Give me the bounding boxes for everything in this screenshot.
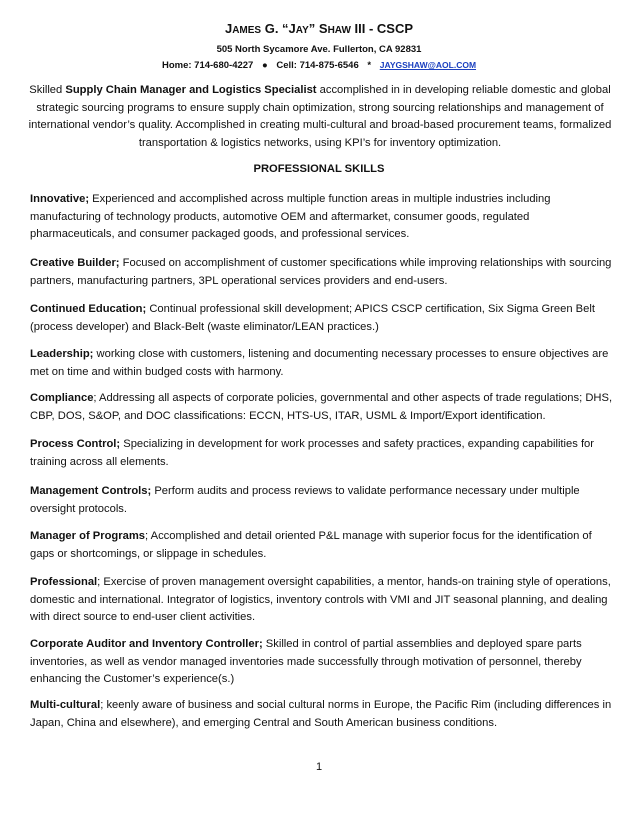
skill-innovative: Innovative; Experienced and accomplished across multiple function areas in multiple industries including manufacturing of technology products, automotive OEM and aftermarket, consumer goods, regulated pharmaceuticals, and consumer packaged goods, and professional services.	[30, 193, 551, 240]
star-separator: *	[367, 60, 372, 71]
skill-creative-builder: Creative Builder; Focused on accomplishment of customer specifications while improving relationships with sourcing partners, manufacturing partners, 3PL operational services providers and end-users.	[30, 257, 612, 287]
skill-management-controls: Management Controls; Perform audits and process reviews to validate performance necessary under multiple oversight protocols.	[30, 485, 580, 515]
page-number: 1	[315, 761, 323, 773]
section-title: PROFESSIONAL SKILLS	[253, 163, 385, 175]
skill-leadership: Leadership; working close with customers, listening and documenting necessary processes to ensure objectives are met on time and within budged costs with harmony.	[30, 348, 609, 378]
email-link[interactable]: JAYGSHAW@AOL.COM	[379, 60, 477, 70]
skill-compliance: Compliance; Addressing all aspects of corporate policies, governmental and other aspects of trade regulations; DHS, CBP, DOS, S&OP, and DOC classifications: ECCN, HTS-US, ITAR, USML & Import/Export identification.	[30, 392, 613, 422]
address-line: 505 North Sycamore Ave. Fullerton, CA 92831	[216, 44, 422, 55]
skill-manager-of-programs: Manager of Programs; Accomplished and detail oriented P&L manage with superior focus for the identification of gaps or shortcomings, or slippage in schedules.	[30, 530, 592, 560]
skill-professional: Professional; Exercise of proven management oversight capabilities, a mentor, hands-on training style of operations, domestic and international. Integrator of logistics, inventory controls with VMI and JIT seasonal planning, and dealing with direct source to end-user client activities.	[30, 576, 611, 623]
skill-continued-education: Continued Education; Continual professional skill development; APICS CSCP certification, Six Sigma Green Belt (process developer) and Black-Belt (waste eliminator/LEAN practices.)	[30, 303, 595, 333]
skill-process-control: Process Control; Specializing in development for work processes and safety practices, expanding capabilities for training across all elements.	[30, 438, 594, 468]
bullet-separator: ●	[261, 60, 268, 71]
candidate-name: JAMES G. “JAY” SHAW III - CSCP	[224, 21, 414, 36]
contact-line	[0, 60, 638, 71]
cell-phone: Cell: 714-875-6546	[276, 60, 359, 71]
skill-multi-cultural: Multi-cultural; keenly aware of business and social cultural norms in Europe, the Pacific Rim (including differences in Japan, China and elsewhere), and emerging Central and South American business conditions.	[30, 699, 612, 729]
skill-corporate-auditor: Corporate Auditor and Inventory Controller; Skilled in control of partial assemblies and deployed spare parts inventories, as well as vendor managed inventories made successfully through motivation of personnel, thereby enhancing the Customer’s experience(s.)	[30, 638, 582, 685]
summary-paragraph: Skilled Supply Chain Manager and Logistics Specialist accomplished in in developing reliable domestic and global strategic sourcing programs to ensure supply chain optimization, strong sourcing relationships and management of international vendor’s quality. Accomplished in creating multi-cultural and broad-based procurement teams, formalized transportation & logistics networks, using KPI’s for inventory optimization.	[28, 84, 612, 149]
summary-lead: Supply Chain Manager and Logistics Specialist	[65, 84, 317, 96]
home-phone: Home: 714-680-4227	[161, 60, 254, 71]
